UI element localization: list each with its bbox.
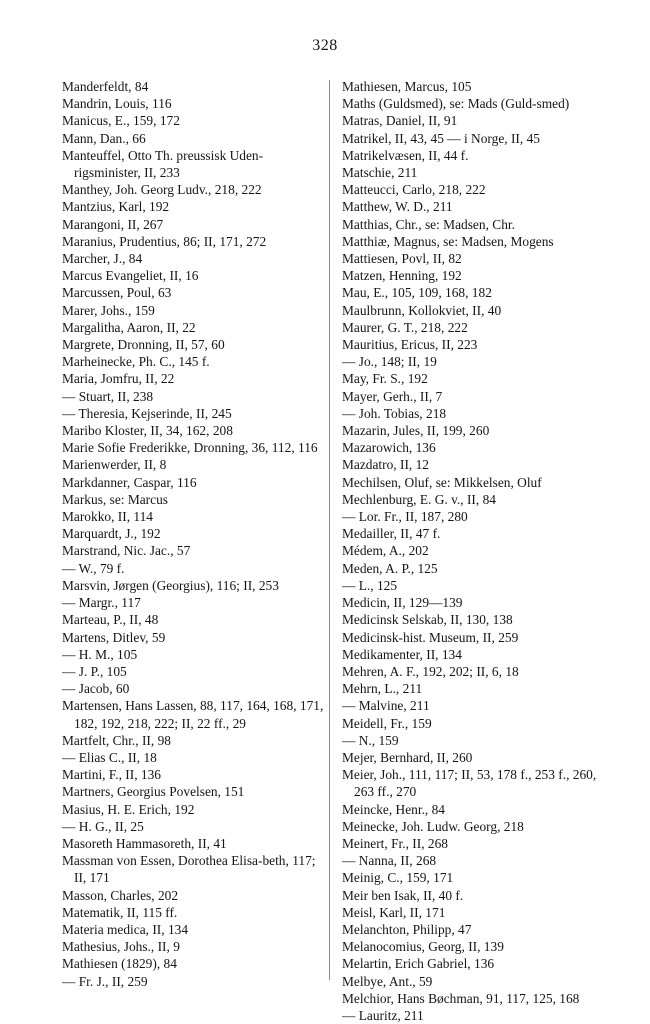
index-entry: — Malvine, 211	[342, 698, 430, 714]
index-entry: — Lauritz, 211	[342, 1007, 424, 1023]
index-entry: Maurer, G. T., 218, 222	[342, 319, 468, 335]
index-entry: Maulbrunn, Kollokviet, II, 40	[342, 302, 502, 318]
index-entry: Meier, Joh., 111, 117; II, 53, 178 f., 253 f., 260, 263 ff., 270	[342, 767, 597, 800]
index-column-left	[62, 78, 327, 990]
index-entry: Mechilsen, Oluf, se: Mikkelsen, Oluf	[342, 474, 542, 490]
index-entry: Meinig, C., 159, 171	[342, 870, 454, 886]
index-entry: Melanocomius, Georg, II, 139	[342, 939, 504, 955]
index-entry: Marangoni, II, 267	[62, 216, 164, 232]
index-entry: Margrete, Dronning, II, 57, 60	[62, 337, 225, 353]
index-entry: May, Fr. S., 192	[342, 371, 428, 387]
index-entry: Maribo Kloster, II, 34, 162, 208	[62, 423, 233, 439]
index-entry: — Joh. Tobias, 218	[342, 405, 447, 421]
index-entry: Manderfeldt, 84	[62, 79, 149, 94]
index-entry: Manthey, Joh. Georg Ludv., 218, 222	[62, 182, 262, 198]
index-entry: Masoreth Hammasoreth, II, 41	[62, 835, 227, 851]
index-entry: Meinert, Fr., II, 268	[342, 835, 448, 851]
index-entry: Meidell, Fr., 159	[342, 715, 432, 731]
index-entry: — N., 159	[342, 732, 399, 748]
index-entry: Matematik, II, 115 ff.	[62, 904, 178, 920]
index-entry: Markus, se: Marcus	[62, 491, 168, 507]
index-entry: Mehrn, L., 211	[342, 681, 423, 697]
index-entry: Matteucci, Carlo, 218, 222	[342, 182, 486, 198]
index-entry: Meir ben Isak, II, 40 f.	[342, 887, 464, 903]
index-entry: Meinecke, Joh. Ludw. Georg, 218	[342, 818, 524, 834]
index-entry: Mantzius, Karl, 192	[62, 199, 170, 215]
index-entry: Mau, E., 105, 109, 168, 182	[342, 285, 492, 301]
index-entry: Mazarowich, 136	[342, 440, 436, 456]
index-entry: Medailler, II, 47 f.	[342, 526, 441, 542]
index-entry: Mattiesen, Povl, II, 82	[342, 251, 462, 267]
index-entry: Medikamenter, II, 134	[342, 646, 462, 662]
index-entry: — L., 125	[342, 577, 398, 593]
index-entry: Marheinecke, Ph. C., 145 f.	[62, 354, 210, 370]
index-entry: — Nanna, II, 268	[342, 853, 437, 869]
index-entry: Maths (Guldsmed), se: Mads (Guld-smed)	[342, 96, 570, 112]
index-entry: Marteau, P., II, 48	[62, 612, 159, 628]
column-divider	[329, 80, 330, 980]
index-entry: — J. P., 105	[62, 663, 127, 679]
index-entry: Matrikelvæsen, II, 44 f.	[342, 147, 469, 163]
index-entry: Martensen, Hans Lassen, 88, 117, 164, 168, 171, 182, 192, 218, 222; II, 22 ff., 29	[62, 698, 324, 731]
index-entry: Mauritius, Ericus, II, 223	[342, 337, 478, 353]
index-entry: Marcher, J., 84	[62, 251, 143, 267]
index-entry: Mathiesen (1829), 84	[62, 956, 177, 972]
index-entry: Marer, Johs., 159	[62, 302, 155, 318]
index-entry: Medicin, II, 129—139	[342, 595, 463, 611]
index-entry: Marsvin, Jørgen (Georgius), 116; II, 253	[62, 577, 279, 593]
index-entry: Marcus Evangeliet, II, 16	[62, 268, 199, 284]
index-entry: — W., 79 f.	[62, 560, 125, 576]
index-entry: Maranius, Prudentius, 86; II, 171, 272	[62, 233, 267, 249]
page-number: 328	[312, 37, 338, 54]
index-entry: Maria, Jomfru, II, 22	[62, 371, 175, 387]
index-entry: Masius, H. E. Erich, 192	[62, 801, 195, 817]
index-entry: Matrikel, II, 43, 45 — i Norge, II, 45	[342, 130, 540, 146]
index-entry: — Margr., 117	[62, 595, 141, 611]
index-entry: Martners, Georgius Povelsen, 151	[62, 784, 245, 800]
index-entry: — H. G., II, 25	[62, 818, 144, 834]
index-entry: Medicinsk Selskab, II, 130, 138	[342, 612, 513, 628]
index-entry: — Fr. J., II, 259	[62, 973, 148, 989]
index-entry: Margalitha, Aaron, II, 22	[62, 319, 196, 335]
index-entry: Marie Sofie Frederikke, Dronning, 36, 112, 116	[62, 440, 318, 456]
index-entry: Matschie, 211	[342, 165, 418, 181]
index-entry: — H. M., 105	[62, 646, 138, 662]
index-entry: Matras, Daniel, II, 91	[342, 113, 458, 129]
index-column-right	[342, 78, 610, 1024]
index-entry: Matthew, W. D., 211	[342, 199, 453, 215]
index-entry: Marstrand, Nic. Jac., 57	[62, 543, 191, 559]
index-entry: Mazdatro, II, 12	[342, 457, 430, 473]
index-entry: — Elias C., II, 18	[62, 749, 157, 765]
index-entry: Marquardt, J., 192	[62, 526, 161, 542]
index-entry: — Jo., 148; II, 19	[342, 354, 437, 370]
index-entry: Martfelt, Chr., II, 98	[62, 732, 171, 748]
index-entry: Mathiesen, Marcus, 105	[342, 79, 472, 94]
index-entry: Matzen, Henning, 192	[342, 268, 462, 284]
index-entry: Markdanner, Caspar, 116	[62, 474, 197, 490]
index-entry: Marokko, II, 114	[62, 509, 153, 525]
index-entry: Mechlenburg, E. G. v., II, 84	[342, 491, 496, 507]
index-entry: Martens, Ditlev, 59	[62, 629, 166, 645]
index-entry: — Theresia, Kejserinde, II, 245	[62, 405, 232, 421]
index-entry: Mann, Dan., 66	[62, 130, 146, 146]
index-entry: Massman von Essen, Dorothea Elisa-beth, 117; II, 171	[62, 853, 316, 886]
index-entry: Meincke, Henr., 84	[342, 801, 446, 817]
index-entry: Matthias, Chr., se: Madsen, Chr.	[342, 216, 515, 232]
index-entry: Mehren, A. F., 192, 202; II, 6, 18	[342, 663, 519, 679]
index-entry: Mathesius, Johs., II, 9	[62, 939, 180, 955]
index-entry: — Stuart, II, 238	[62, 388, 154, 404]
index-entry: Meden, A. P., 125	[342, 560, 438, 576]
index-entry: Médem, A., 202	[342, 543, 429, 559]
index-entry: Melchior, Hans Bøchman, 91, 117, 125, 168	[342, 990, 580, 1006]
index-entry: Melartin, Erich Gabriel, 136	[342, 956, 495, 972]
index-entry: Melbye, Ant., 59	[342, 973, 433, 989]
index-entry: Martini, F., II, 136	[62, 767, 161, 783]
index-entry: Materia medica, II, 134	[62, 921, 189, 937]
index-entry: Mayer, Gerh., II, 7	[342, 388, 443, 404]
index-entry: Masson, Charles, 202	[62, 887, 179, 903]
index-entry: Marienwerder, II, 8	[62, 457, 167, 473]
index-entry: — Lor. Fr., II, 187, 280	[342, 509, 468, 525]
index-entry: Manicus, E., 159, 172	[62, 113, 180, 129]
index-entry: — Jacob, 60	[62, 681, 130, 697]
index-entry: Medicinsk-hist. Museum, II, 259	[342, 629, 519, 645]
index-entry: Meisl, Karl, II, 171	[342, 904, 446, 920]
index-entry: Mandrin, Louis, 116	[62, 96, 172, 112]
index-entry: Matthiæ, Magnus, se: Madsen, Mogens	[342, 233, 554, 249]
index-entry: Manteuffel, Otto Th. preussisk Uden-rigsminister, II, 233	[62, 147, 264, 181]
index-entry: Marcussen, Poul, 63	[62, 285, 172, 301]
index-entry: Melanchton, Philipp, 47	[342, 921, 472, 937]
index-entry: Mejer, Bernhard, II, 260	[342, 749, 473, 765]
index-entry: Mazarin, Jules, II, 199, 260	[342, 423, 490, 439]
